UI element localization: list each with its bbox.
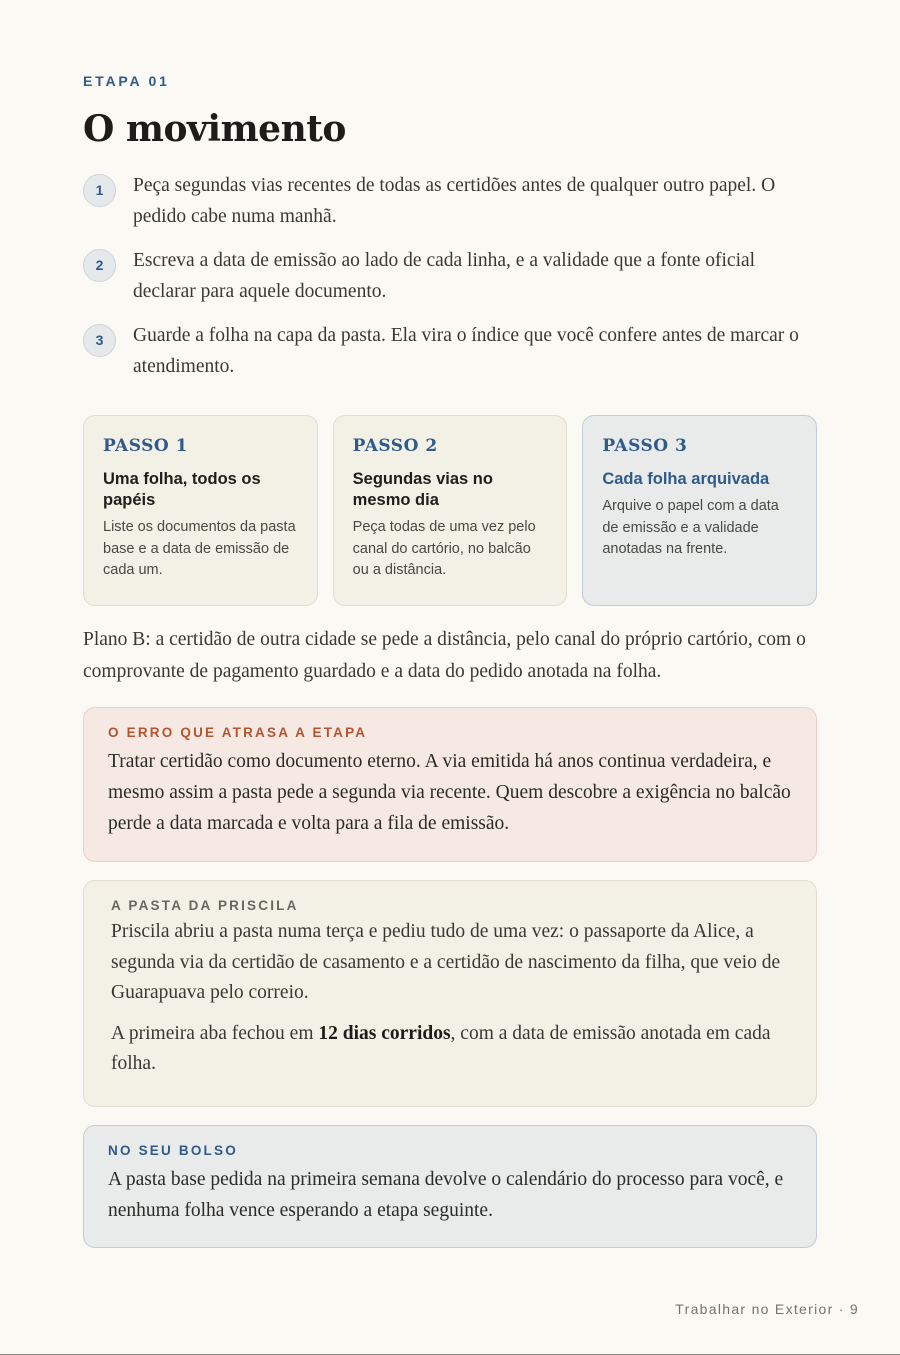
step-cards <box>83 415 817 606</box>
numbered-step <box>83 320 817 382</box>
card-body: Liste os documentos da pasta base e a data de emissão de cada um. <box>103 519 296 578</box>
callout-text <box>111 1019 792 1080</box>
step-text: Peça segundas vias recentes de todas as certidões antes de qualquer outro papel. O pedido cabe numa manhã. <box>133 175 776 227</box>
section-eyebrow: ETAPA 01 <box>83 73 170 89</box>
callout-text: A pasta base pedida na primeira semana devolve o calendário do processo para você, e nenhuma folha vence esperando a etapa seguinte. <box>108 1169 784 1221</box>
highlight-text: 12 dias corridos <box>318 1022 451 1044</box>
callout-label: O ERRO QUE ATRASA A ETAPA <box>108 725 368 740</box>
numbered-step <box>83 245 817 307</box>
callout-text: Tratar certidão como documento eterno. A via emitida há anos continua verdadeira, e mesmo assim a pasta pede a segunda via recente. Quem descobre a exigência no balcão perde a data marcada e volta para a fila de emissão. <box>108 751 791 834</box>
step-number-badge: 2 <box>83 249 116 282</box>
card-title: Cada folha arquivada <box>602 470 770 488</box>
case-study-callout <box>83 880 817 1107</box>
card-title: Segundas vias no mesmo dia <box>352 470 493 509</box>
callout-label: NO SEU BOLSO <box>108 1143 238 1158</box>
step-number-badge: 3 <box>83 324 116 357</box>
step-number-badge: 1 <box>83 174 116 207</box>
step-card-2 <box>333 415 568 606</box>
pocket-callout <box>83 1125 817 1248</box>
card-kicker: PASSO 1 <box>103 436 188 456</box>
step-text: Guarde a folha na capa da pasta. Ela vira o índice que você confere antes de marcar o atendimento. <box>133 325 799 377</box>
text-run: A primeira aba fechou em <box>111 1022 319 1044</box>
numbered-steps-list <box>83 170 817 395</box>
card-kicker: PASSO 2 <box>352 436 438 456</box>
card-body: Peça todas de uma vez pelo canal do cartório, no balcão ou a distância. <box>352 519 536 578</box>
page-footer: Trabalhar no Exterior · 9 <box>675 1301 859 1317</box>
callout-label: A PASTA DA PRISCILA <box>111 898 299 913</box>
callout-text: Priscila abriu a pasta numa terça e pediu tudo de uma vez: o passaporte da Alice, a segunda via da certidão de casamento e a certidão de nascimento da filha, que veio de Guarapuava pelo correio. <box>111 921 781 1003</box>
numbered-step <box>83 170 817 232</box>
card-kicker: PASSO 3 <box>602 436 688 456</box>
plan-b-paragraph: Plano B: a certidão de outra cidade se pede a distância, pelo canal do próprio cartório, com o comprovante de pagamento guardado e a data do pedido anotada na folha. <box>83 629 806 682</box>
step-card-1 <box>83 415 318 606</box>
error-callout <box>83 707 817 862</box>
step-text: Escreva a data de emissão ao lado de cada linha, e a validade que a fonte oficial declarar para aquele documento. <box>133 250 756 302</box>
card-title: Uma folha, todos os papéis <box>103 470 261 509</box>
card-body: Arquive o papel com a data de emissão e a validade anotadas na frente. <box>602 498 779 557</box>
step-card-3 <box>582 415 817 606</box>
page-title: O movimento <box>83 108 346 150</box>
text-run: , com a data de emissão anotada em cada folha. <box>111 1022 771 1074</box>
